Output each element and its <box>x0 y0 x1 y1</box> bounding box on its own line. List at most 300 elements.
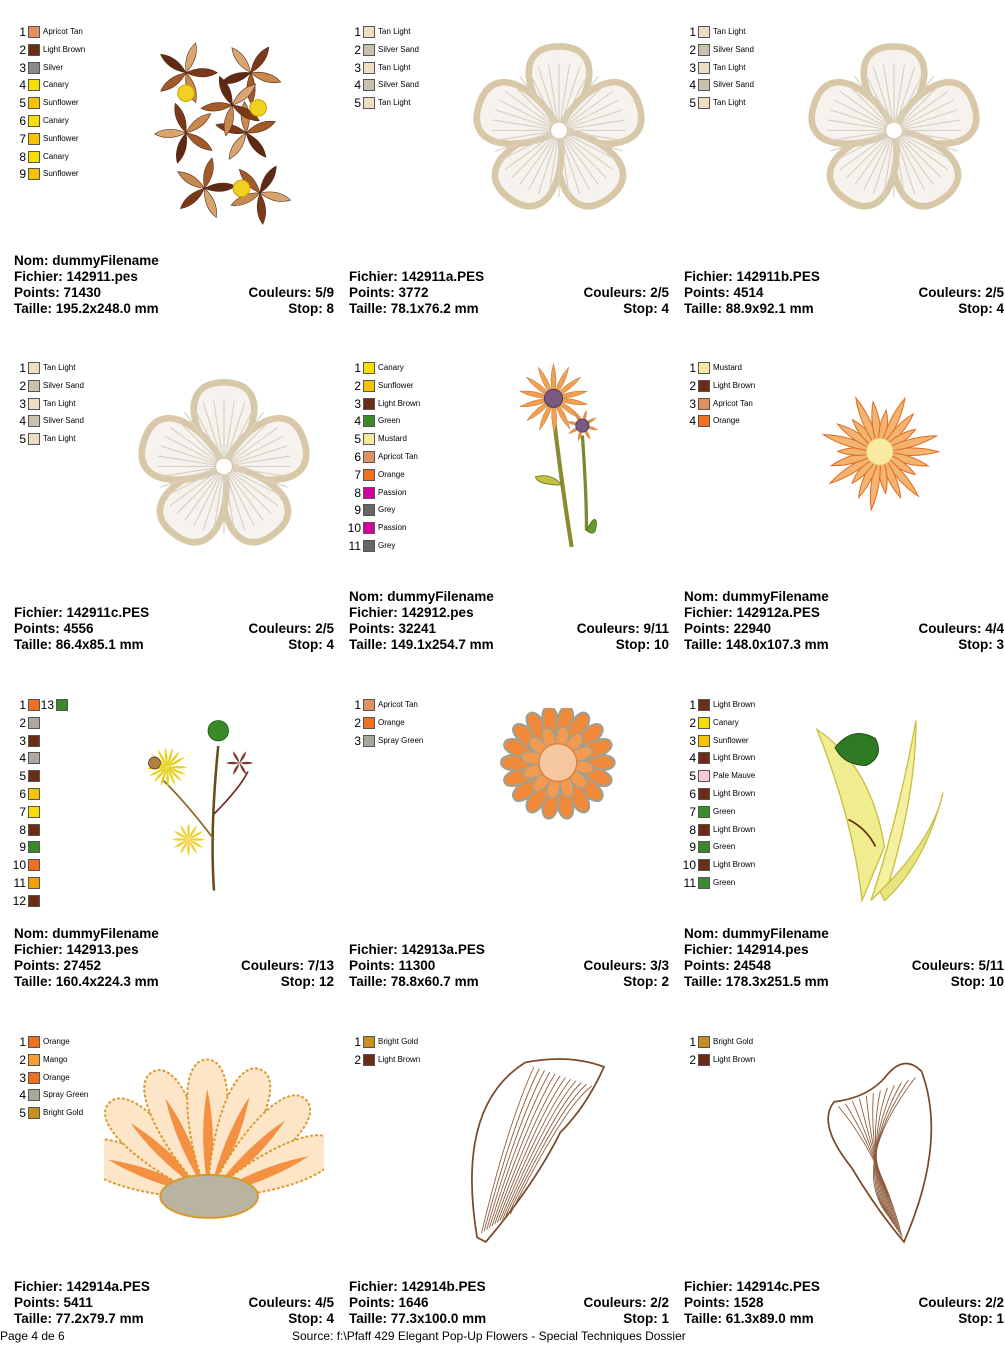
thread-number: 4 <box>354 78 361 93</box>
thread-color-swatch <box>698 44 710 56</box>
info-line <box>14 958 334 974</box>
thread-number: 2 <box>689 715 696 730</box>
design-card <box>349 698 669 1028</box>
leaf-shape <box>257 193 266 224</box>
thread-color-name: Light Brown <box>713 824 756 834</box>
design-size: Taille: 61.3x89.0 mm <box>684 1311 814 1326</box>
color-count: Couleurs: 4/4 <box>918 621 1004 636</box>
file-name: Fichier: 142912.pes <box>349 605 474 620</box>
flower-center <box>539 744 577 782</box>
design-preview <box>779 376 989 561</box>
color-count: Couleurs: 2/5 <box>918 285 1004 300</box>
thread-number: 10 <box>347 521 361 536</box>
thread-number: 6 <box>19 787 26 801</box>
info-line <box>684 1311 1004 1327</box>
thread-number: 9 <box>19 167 26 182</box>
thread-number: 3 <box>354 733 361 748</box>
thread-color-name: Bright Gold <box>713 1037 754 1046</box>
thread-color-name: Tan Light <box>378 98 411 108</box>
thread-color-swatch <box>363 79 375 91</box>
petal <box>240 763 247 775</box>
design-info <box>14 926 334 990</box>
thread-number: 1 <box>689 1035 696 1049</box>
thread-number: 6 <box>689 787 696 801</box>
thread-number: 7 <box>19 804 26 819</box>
thread-color-name: Orange <box>378 717 405 727</box>
thread-number: 5 <box>689 96 696 111</box>
thread-color-name: Grey <box>378 541 396 550</box>
thread-color-row <box>349 539 509 553</box>
flower-center <box>885 122 902 139</box>
thread-color-swatch <box>28 1036 40 1048</box>
design-info <box>684 269 1004 317</box>
design-card <box>14 25 334 355</box>
thread-number: 2 <box>354 1052 361 1067</box>
thread-color-row <box>349 379 509 393</box>
leaf-shape <box>186 114 211 133</box>
thread-color-row <box>349 503 509 517</box>
leaf-shape <box>186 43 197 73</box>
thread-color-name: Silver <box>43 62 64 72</box>
color-count: Couleurs: 7/13 <box>240 958 334 973</box>
thread-number: 10 <box>682 858 696 873</box>
thread-color-swatch <box>363 451 375 463</box>
thread-number: 6 <box>354 450 361 464</box>
thread-number: 5 <box>354 96 361 111</box>
flower-center <box>550 122 567 139</box>
design-preview <box>454 35 664 245</box>
page-number: Page 4 de 6 <box>0 1329 65 1343</box>
design-card <box>684 1035 1004 1365</box>
thread-color-name: Apricot Tan <box>378 452 418 461</box>
thread-number: 2 <box>689 378 696 393</box>
thread-number: 9 <box>689 840 696 855</box>
thread-color-name: Apricot Tan <box>713 398 753 408</box>
info-line <box>684 637 1004 653</box>
design-size: Taille: 77.2x79.7 mm <box>14 1311 144 1326</box>
thread-color-name: Spray Green <box>43 1090 89 1100</box>
info-line <box>14 301 334 317</box>
petal <box>233 763 240 775</box>
thread-color-swatch <box>698 806 710 818</box>
thread-number: 2 <box>19 715 26 730</box>
stitch-count: Points: 27452 <box>14 958 102 973</box>
thread-color-swatch <box>363 504 375 516</box>
design-preview <box>119 371 329 581</box>
thread-color-swatch <box>28 362 40 374</box>
thread-color-name: Pale Mauve <box>713 771 756 781</box>
thread-color-swatch <box>28 79 40 91</box>
thread-color-swatch <box>28 717 40 729</box>
info-line <box>684 605 1004 621</box>
info-line <box>14 637 334 653</box>
thread-color-swatch <box>698 788 710 800</box>
thread-color-name: Tan Light <box>713 62 746 72</box>
file-name: Fichier: 142911b.PES <box>684 269 820 284</box>
thread-color-swatch <box>363 62 375 74</box>
thread-color-swatch <box>28 62 40 74</box>
thread-color-swatch <box>363 717 375 729</box>
info-line <box>349 942 669 958</box>
thread-color-swatch <box>28 433 40 445</box>
petal <box>233 751 240 763</box>
info-line <box>349 637 669 653</box>
thread-color-swatch <box>363 97 375 109</box>
thread-color-swatch <box>698 415 710 427</box>
thread-color-swatch <box>28 1054 40 1066</box>
thread-number: 5 <box>19 96 26 111</box>
thread-color-row <box>349 397 509 411</box>
thread-number: 1 <box>689 698 696 712</box>
thread-color-swatch <box>363 487 375 499</box>
thread-color-swatch <box>28 735 40 747</box>
stitch-count: Points: 1528 <box>684 1295 764 1310</box>
thread-number: 3 <box>19 1070 26 1085</box>
file-name: Fichier: 142913.pes <box>14 942 139 957</box>
design-size: Taille: 78.1x76.2 mm <box>349 301 479 316</box>
design-name: Nom: dummyFilename <box>684 589 829 604</box>
info-line <box>684 301 1004 317</box>
thread-number: 3 <box>354 396 361 411</box>
source-path: Source: f:\Pfaff 429 Elegant Pop-Up Flowers - Special Techniques Dossier <box>292 1329 686 1343</box>
thread-color-swatch <box>698 717 710 729</box>
design-preview <box>464 1040 639 1260</box>
thread-color-name: Canary <box>43 116 69 125</box>
stem <box>213 746 219 891</box>
cone <box>544 389 562 407</box>
stop-count: Stop: 10 <box>950 974 1004 989</box>
thread-color-swatch <box>56 699 68 711</box>
thread-number: 4 <box>19 78 26 93</box>
petal-outline <box>828 1063 931 1241</box>
thread-number: 1 <box>354 1035 361 1049</box>
thread-color-name: Light Brown <box>713 860 756 870</box>
thread-number: 1 <box>689 361 696 375</box>
thread-number: 3 <box>689 396 696 411</box>
stitch-count: Points: 4556 <box>14 621 94 636</box>
thread-color-swatch <box>28 151 40 163</box>
thread-number: 11 <box>13 876 26 890</box>
leaf-shape <box>201 103 232 112</box>
thread-number: 2 <box>689 42 696 57</box>
leaf <box>535 476 561 485</box>
info-line <box>14 1295 334 1311</box>
thread-color-swatch <box>698 752 710 764</box>
thread-number: 6 <box>19 114 26 128</box>
thread-color-swatch <box>698 1036 710 1048</box>
info-line <box>684 589 1004 605</box>
thread-color-swatch <box>698 877 710 889</box>
stitch-count: Points: 4514 <box>684 285 764 300</box>
thread-color-name: Bright Gold <box>43 1108 84 1118</box>
thread-color-row <box>349 486 509 500</box>
thread-color-swatch <box>28 97 40 109</box>
thread-number: 3 <box>19 733 26 748</box>
thread-color-name: Canary <box>713 717 739 727</box>
design-size: Taille: 149.1x254.7 mm <box>349 637 494 652</box>
thread-color-swatch <box>363 26 375 38</box>
thread-color-swatch <box>28 752 40 764</box>
thread-color-row <box>684 361 844 375</box>
thread-color-name: Bright Gold <box>378 1037 419 1046</box>
design-info <box>684 926 1004 990</box>
thread-color-swatch <box>363 469 375 481</box>
thread-color-row <box>349 432 509 446</box>
thread-number: 1 <box>19 698 26 712</box>
thread-number: 8 <box>354 485 361 500</box>
thread-number: 4 <box>689 751 696 766</box>
thread-number: 1 <box>689 25 696 39</box>
thread-number: 1 <box>354 698 361 712</box>
design-size: Taille: 77.3x100.0 mm <box>349 1311 487 1326</box>
thread-number: 4 <box>354 414 361 429</box>
design-preview <box>104 1040 324 1255</box>
leaf-shape <box>260 166 276 193</box>
thread-color-swatch <box>698 859 710 871</box>
thread-color-name: Apricot Tan <box>43 27 83 36</box>
info-line <box>349 974 669 990</box>
stop-count: Stop: 12 <box>280 974 334 989</box>
thread-color-swatch <box>363 433 375 445</box>
thread-color-name: Silver Sand <box>378 80 419 90</box>
thread-color-swatch <box>28 168 40 180</box>
info-line <box>349 1311 669 1327</box>
thread-color-name: Green <box>713 878 736 887</box>
thread-color-swatch <box>363 362 375 374</box>
color-count: Couleurs: 9/11 <box>576 621 669 636</box>
thread-color-name: Silver Sand <box>43 380 84 390</box>
leaf-shape <box>251 47 269 73</box>
file-name: Fichier: 142912a.PES <box>684 605 820 620</box>
design-preview <box>129 698 299 913</box>
flower-center <box>233 180 250 197</box>
file-name: Fichier: 142911a.PES <box>349 269 485 284</box>
info-line <box>684 285 1004 301</box>
thread-color-name: Sunflower <box>43 98 79 108</box>
leaf-shape <box>246 121 275 133</box>
design-size: Taille: 78.8x60.7 mm <box>349 974 479 989</box>
thread-color-swatch <box>363 522 375 534</box>
thread-color-swatch <box>363 1036 375 1048</box>
design-preview <box>799 703 979 918</box>
design-info <box>684 1279 1004 1327</box>
design-size: Taille: 178.3x251.5 mm <box>684 974 829 989</box>
leaf-shape <box>155 129 186 137</box>
thread-color-swatch <box>363 44 375 56</box>
thread-color-name: Light Brown <box>713 789 756 798</box>
thread-number: 4 <box>19 1088 26 1103</box>
design-size: Taille: 195.2x248.0 mm <box>14 301 159 316</box>
design-info <box>14 605 334 653</box>
info-line <box>14 1311 334 1327</box>
petal <box>240 762 254 765</box>
file-name: Fichier: 142913a.PES <box>349 942 485 957</box>
design-name: Nom: dummyFilename <box>14 253 159 268</box>
file-name: Fichier: 142914c.PES <box>684 1279 820 1294</box>
thread-number: 9 <box>354 503 361 518</box>
info-line <box>349 621 669 637</box>
design-preview <box>504 361 669 576</box>
leaf-shape <box>205 183 236 191</box>
thread-color-swatch <box>698 398 710 410</box>
info-line <box>684 926 1004 942</box>
design-card <box>684 361 1004 691</box>
design-card <box>349 1035 669 1365</box>
thread-color-name: Light Brown <box>43 44 86 54</box>
thread-number: 8 <box>19 149 26 164</box>
design-size: Taille: 88.9x92.1 mm <box>684 301 814 316</box>
thread-color-name: Canary <box>378 363 404 372</box>
info-line <box>349 269 669 285</box>
thread-color-name: Canary <box>43 151 69 161</box>
stop-count: Stop: 4 <box>623 301 669 316</box>
design-info <box>14 1279 334 1327</box>
thread-color-swatch <box>28 415 40 427</box>
leaf-shape <box>161 54 186 72</box>
thread-color-swatch <box>28 1107 40 1119</box>
thread-color-name: Canary <box>43 80 69 90</box>
thread-color-swatch <box>28 895 40 907</box>
leaf-shape <box>186 133 212 151</box>
info-line <box>14 621 334 637</box>
thread-number: 4 <box>19 414 26 429</box>
flower-center <box>178 85 195 102</box>
thread-number: 2 <box>19 378 26 393</box>
stop-count: Stop: 1 <box>623 1311 669 1326</box>
flower-center <box>866 438 893 465</box>
stop-count: Stop: 4 <box>288 1311 334 1326</box>
thread-color-swatch <box>28 1089 40 1101</box>
stitch-count: Points: 3772 <box>349 285 429 300</box>
leaf-shape <box>180 188 204 208</box>
leaf-shape <box>232 48 251 73</box>
thread-color-name: Tan Light <box>43 434 76 444</box>
thread-color-name: Light Brown <box>713 380 756 390</box>
thread-color-name: Mustard <box>378 434 407 444</box>
info-line <box>349 605 669 621</box>
thread-color-swatch <box>698 79 710 91</box>
stop-count: Stop: 4 <box>958 301 1004 316</box>
thread-number: 8 <box>689 822 696 837</box>
thread-color-swatch <box>363 380 375 392</box>
info-line <box>684 942 1004 958</box>
thread-color-name: Green <box>378 416 401 426</box>
design-name: Nom: dummyFilename <box>14 926 159 941</box>
stitch-count: Points: 32241 <box>349 621 437 636</box>
info-line <box>684 1279 1004 1295</box>
design-info <box>349 942 669 990</box>
thread-color-swatch <box>28 877 40 889</box>
stem <box>582 436 586 531</box>
cone <box>576 419 589 432</box>
thread-color-swatch <box>28 26 40 38</box>
file-name: Fichier: 142911c.PES <box>14 605 150 620</box>
file-name: Fichier: 142911.pes <box>14 269 138 284</box>
info-line <box>349 1295 669 1311</box>
info-line <box>14 605 334 621</box>
design-name: Nom: dummyFilename <box>684 926 829 941</box>
thread-color-name: Orange <box>713 416 740 426</box>
thread-color-name: Green <box>713 806 736 816</box>
info-line <box>14 974 334 990</box>
thread-color-swatch <box>28 859 40 871</box>
info-line <box>349 958 669 974</box>
design-preview <box>149 30 334 245</box>
thread-number: 3 <box>19 60 26 75</box>
thread-color-name: Silver Sand <box>43 416 84 426</box>
thread-number: 1 <box>19 25 26 39</box>
info-line <box>684 621 1004 637</box>
file-name: Fichier: 142914.pes <box>684 942 809 957</box>
stop-count: Stop: 3 <box>958 637 1004 652</box>
design-size: Taille: 148.0x107.3 mm <box>684 637 829 652</box>
thread-color-name: Tan Light <box>713 27 746 36</box>
thread-number: 1 <box>19 1035 26 1049</box>
leaf-shape <box>229 133 246 159</box>
thread-number: 8 <box>19 822 26 837</box>
thread-color-name: Light Brown <box>713 700 756 709</box>
thread-color-name: Passion <box>378 523 407 533</box>
info-line <box>14 926 334 942</box>
thread-color-swatch <box>363 398 375 410</box>
thread-color-name: Light Brown <box>713 753 756 763</box>
thread-color-name: Mustard <box>713 363 742 372</box>
thread-number: 1 <box>19 361 26 375</box>
thread-color-swatch <box>698 735 710 747</box>
thread-color-name: Apricot Tan <box>378 700 418 709</box>
thread-number: 5 <box>19 1106 26 1121</box>
thread-color-name: Light Brown <box>378 398 421 408</box>
info-line <box>14 253 334 269</box>
thread-color-name: Spray Green <box>378 735 424 745</box>
flower-center <box>215 458 232 475</box>
stitch-count: Points: 1646 <box>349 1295 429 1310</box>
design-size: Taille: 160.4x224.3 mm <box>14 974 159 989</box>
info-line <box>14 942 334 958</box>
info-line <box>684 1295 1004 1311</box>
leaf-shape <box>246 133 266 157</box>
thread-number: 1 <box>354 361 361 375</box>
thread-color-swatch <box>28 1072 40 1084</box>
thread-number: 10 <box>12 858 26 873</box>
color-count: Couleurs: 2/5 <box>583 285 669 300</box>
thread-number: 4 <box>689 78 696 93</box>
thread-number: 5 <box>19 769 26 784</box>
color-count: Couleurs: 2/5 <box>248 621 334 636</box>
info-line <box>14 1279 334 1295</box>
thread-color-name: Tan Light <box>378 62 411 72</box>
thread-number: 3 <box>19 396 26 411</box>
leaf-shape <box>175 103 187 133</box>
thread-color-swatch <box>698 97 710 109</box>
leaf-shape <box>186 69 217 77</box>
info-line <box>14 269 334 285</box>
thread-color-name: Tan Light <box>43 398 76 408</box>
info-line <box>349 285 669 301</box>
thread-color-name: Light Brown <box>378 1054 421 1064</box>
thread-color-swatch <box>698 841 710 853</box>
stop-count: Stop: 2 <box>623 974 669 989</box>
thread-color-name: Tan Light <box>713 98 746 108</box>
info-line <box>684 974 1004 990</box>
thread-number: 3 <box>689 60 696 75</box>
design-card <box>684 698 1004 1028</box>
thread-number: 7 <box>19 131 26 146</box>
info-line <box>14 285 334 301</box>
thread-color-name: Orange <box>43 1037 70 1046</box>
design-info <box>684 589 1004 653</box>
design-card <box>349 25 669 355</box>
